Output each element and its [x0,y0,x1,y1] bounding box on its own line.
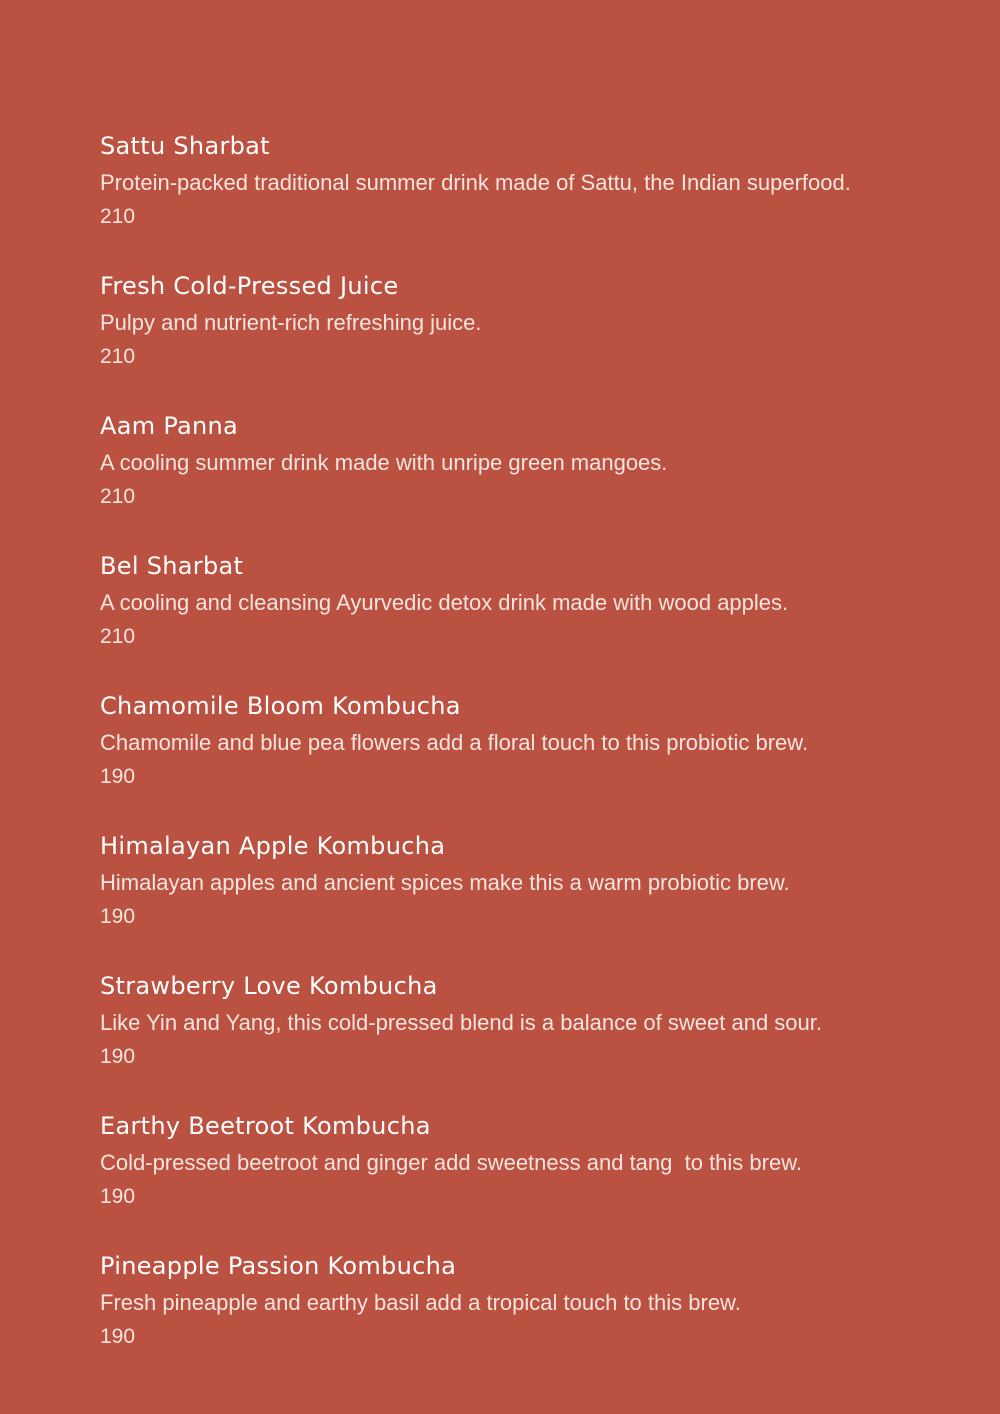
item-description: Fresh pineapple and earthy basil add a tropical touch to this brew. [100,1290,741,1315]
item-name: Sattu Sharbat [100,132,270,160]
item-name: Pineapple Passion Kombucha [100,1252,457,1280]
menu-item-aam-panna [100,406,960,546]
item-description: Like Yin and Yang, this cold-pressed blend is a balance of sweet and sour. [100,1010,822,1035]
menu-item-himalayan-apple-kombucha [100,826,960,966]
item-description: Cold-pressed beetroot and ginger add sweetness and tang to this brew. [100,1150,803,1175]
item-price: 190 [100,1325,136,1348]
menu-list [100,126,960,1386]
item-description: Pulpy and nutrient-rich refreshing juice. [100,310,482,335]
menu-item-bel-sharbat [100,546,960,686]
item-name: Fresh Cold-Pressed Juice [100,272,399,300]
item-price: 210 [100,625,136,648]
menu-item-pineapple-passion-kombucha [100,1246,960,1386]
item-name: Chamomile Bloom Kombucha [100,692,461,720]
item-description: A cooling summer drink made with unripe green mangoes. [100,450,668,475]
item-price: 210 [100,485,136,508]
item-price: 190 [100,905,136,928]
item-name: Aam Panna [100,412,239,440]
menu-item-strawberry-love-kombucha [100,966,960,1106]
item-price: 210 [100,345,136,368]
item-description: Protein-packed traditional summer drink made of Sattu, the Indian superfood. [100,170,851,195]
menu-item-sattu-sharbat [100,126,960,266]
item-price: 190 [100,765,136,788]
menu-item-earthy-beetroot-kombucha [100,1106,960,1246]
item-price: 190 [100,1045,136,1068]
menu-item-chamomile-bloom-kombucha [100,686,960,826]
item-name: Bel Sharbat [100,552,244,580]
menu-item-fresh-cold-pressed-juice [100,266,960,406]
item-price: 210 [100,205,136,228]
item-price: 190 [100,1185,136,1208]
item-name: Strawberry Love Kombucha [100,972,438,1000]
item-name: Earthy Beetroot Kombucha [100,1112,431,1140]
item-description: A cooling and cleansing Ayurvedic detox drink made with wood apples. [100,590,789,615]
item-description: Chamomile and blue pea flowers add a floral touch to this probiotic brew. [100,730,809,755]
item-description: Himalayan apples and ancient spices make this a warm probiotic brew. [100,870,790,895]
item-name: Himalayan Apple Kombucha [100,832,446,860]
